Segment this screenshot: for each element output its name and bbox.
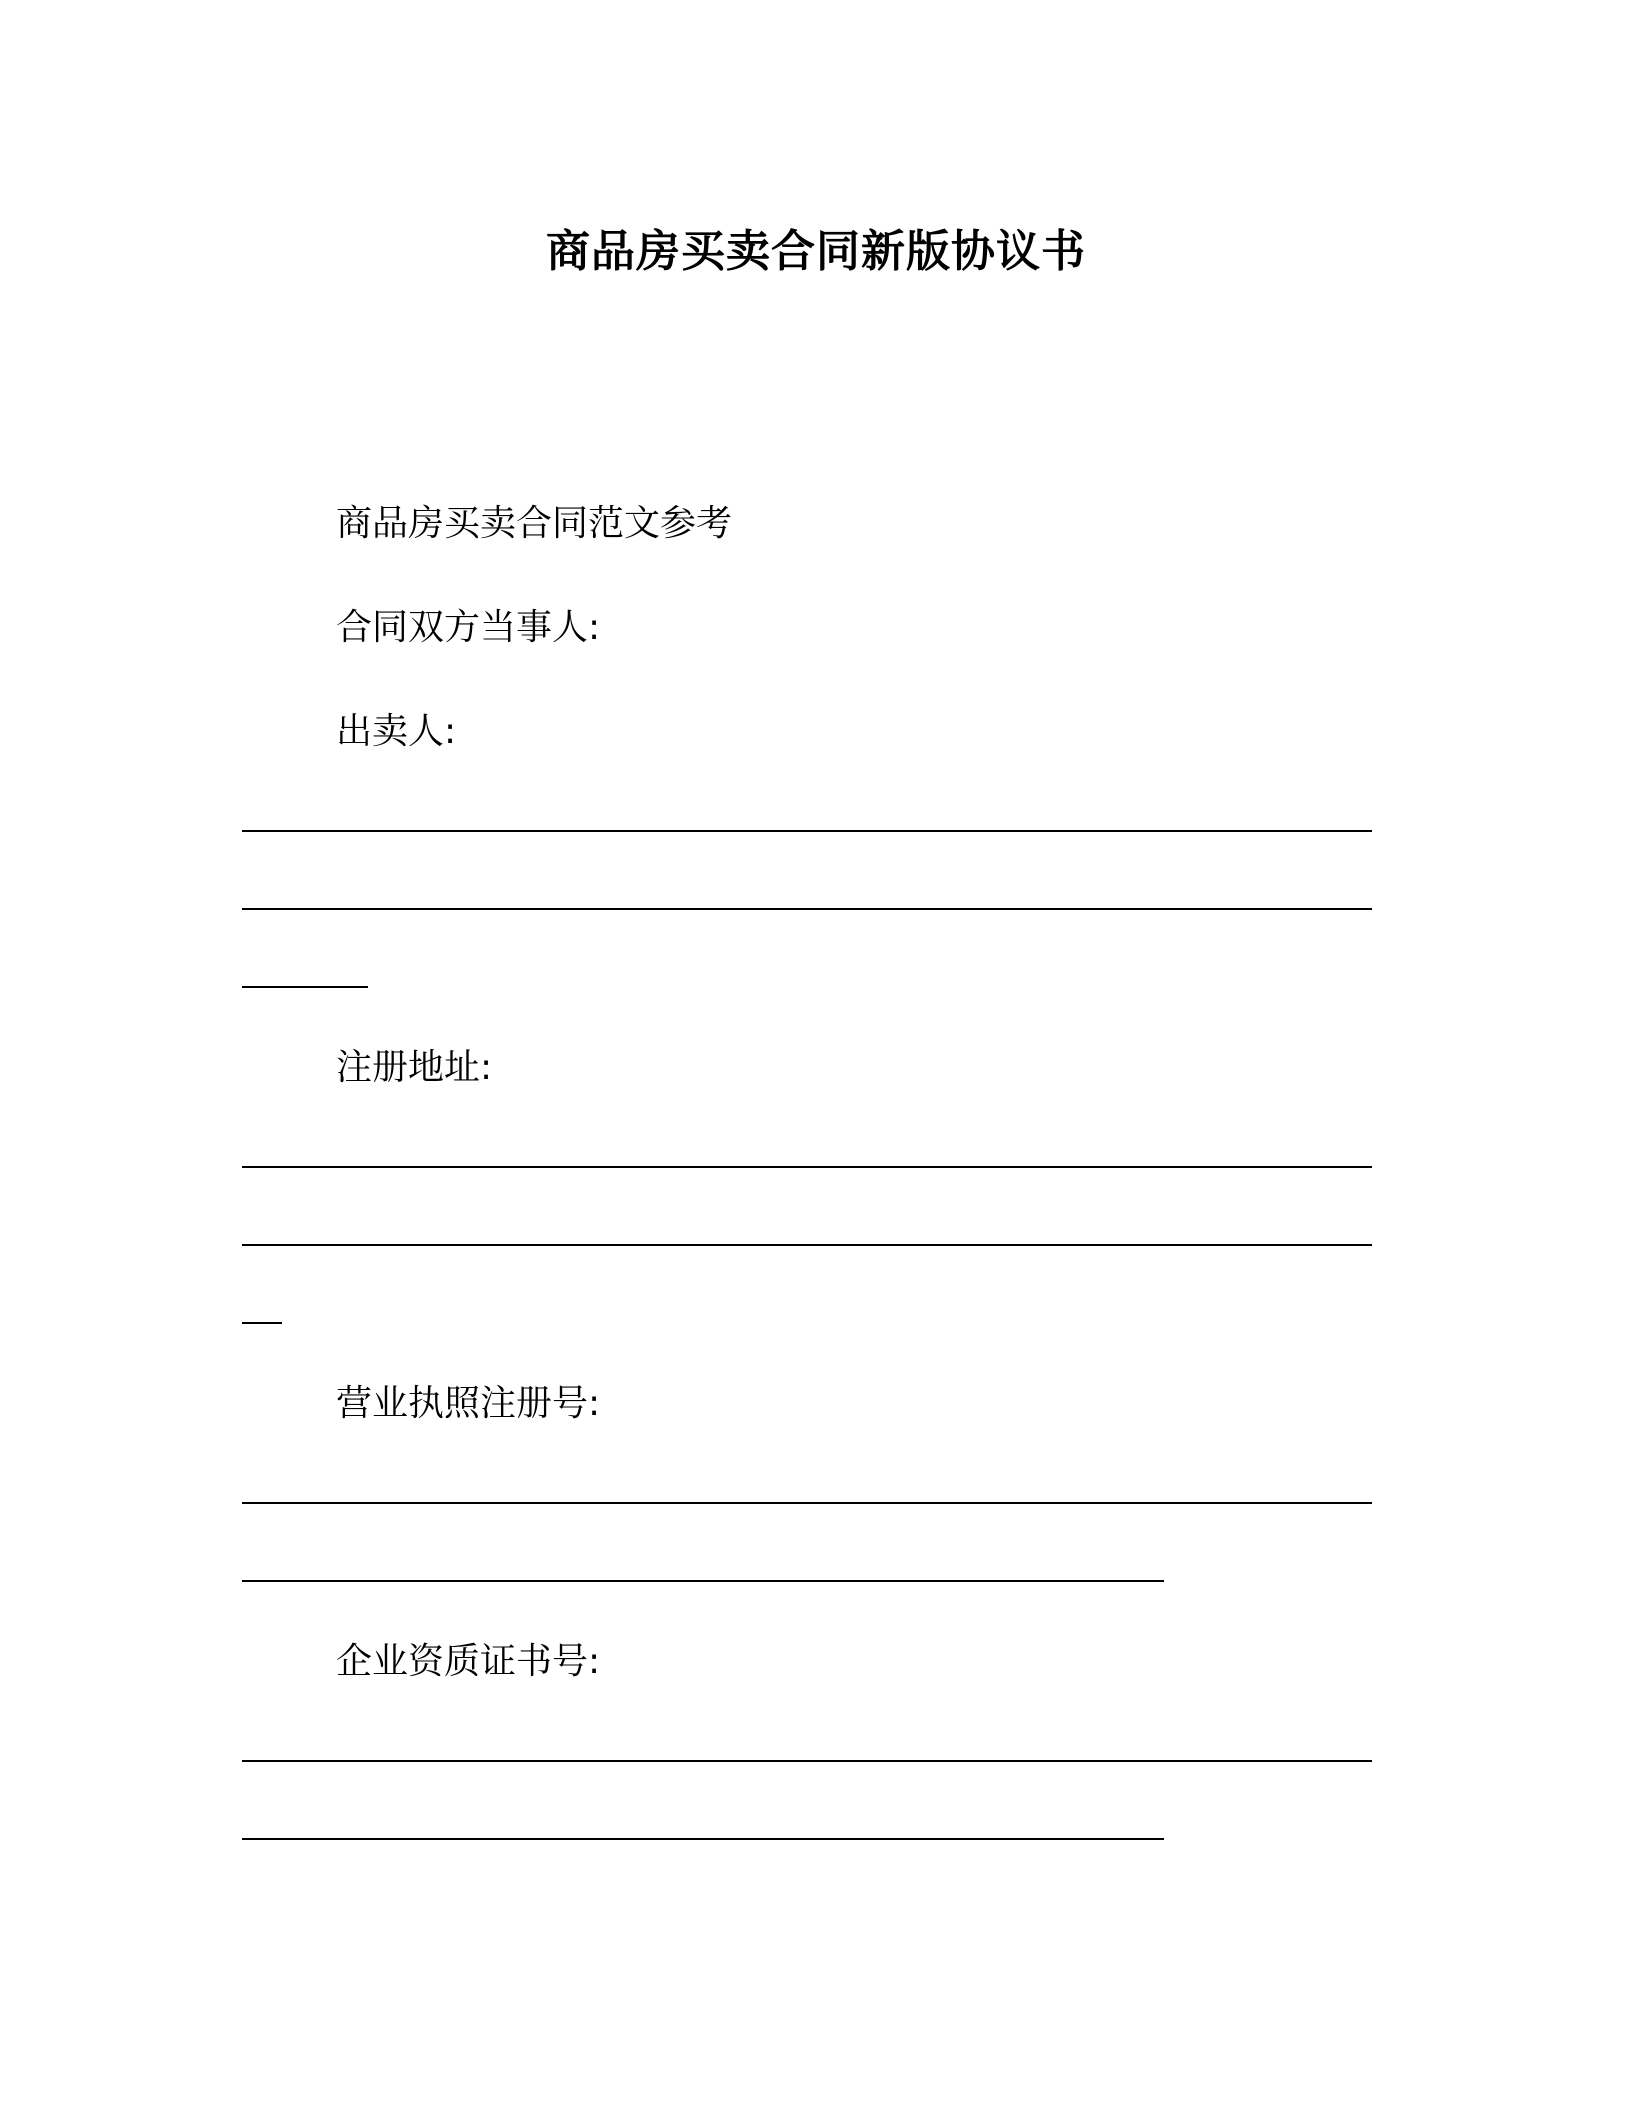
fill-in-line-qualification-1 xyxy=(242,1760,1372,1762)
paragraph-parties: 合同双方当事人: xyxy=(336,607,601,648)
document-title: 商品房买卖合同新版协议书 xyxy=(546,226,1086,277)
paragraph-qualification: 企业资质证书号: xyxy=(336,1641,601,1682)
fill-in-line-address-1 xyxy=(242,1166,1372,1168)
fill-in-line-license-1 xyxy=(242,1502,1372,1504)
fill-in-line-address-2 xyxy=(242,1244,1372,1246)
fill-in-line-seller-2 xyxy=(242,908,1372,910)
fill-in-line-address-3 xyxy=(242,1322,282,1324)
paragraph-seller: 出卖人: xyxy=(336,711,457,752)
fill-in-line-seller-1 xyxy=(242,830,1372,832)
fill-in-line-qualification-2 xyxy=(242,1838,1164,1840)
paragraph-reference: 商品房买卖合同范文参考 xyxy=(336,503,733,544)
paragraph-license: 营业执照注册号: xyxy=(336,1383,601,1424)
paragraph-address: 注册地址: xyxy=(336,1047,493,1088)
fill-in-line-license-2 xyxy=(242,1580,1164,1582)
fill-in-line-seller-3 xyxy=(242,986,368,988)
